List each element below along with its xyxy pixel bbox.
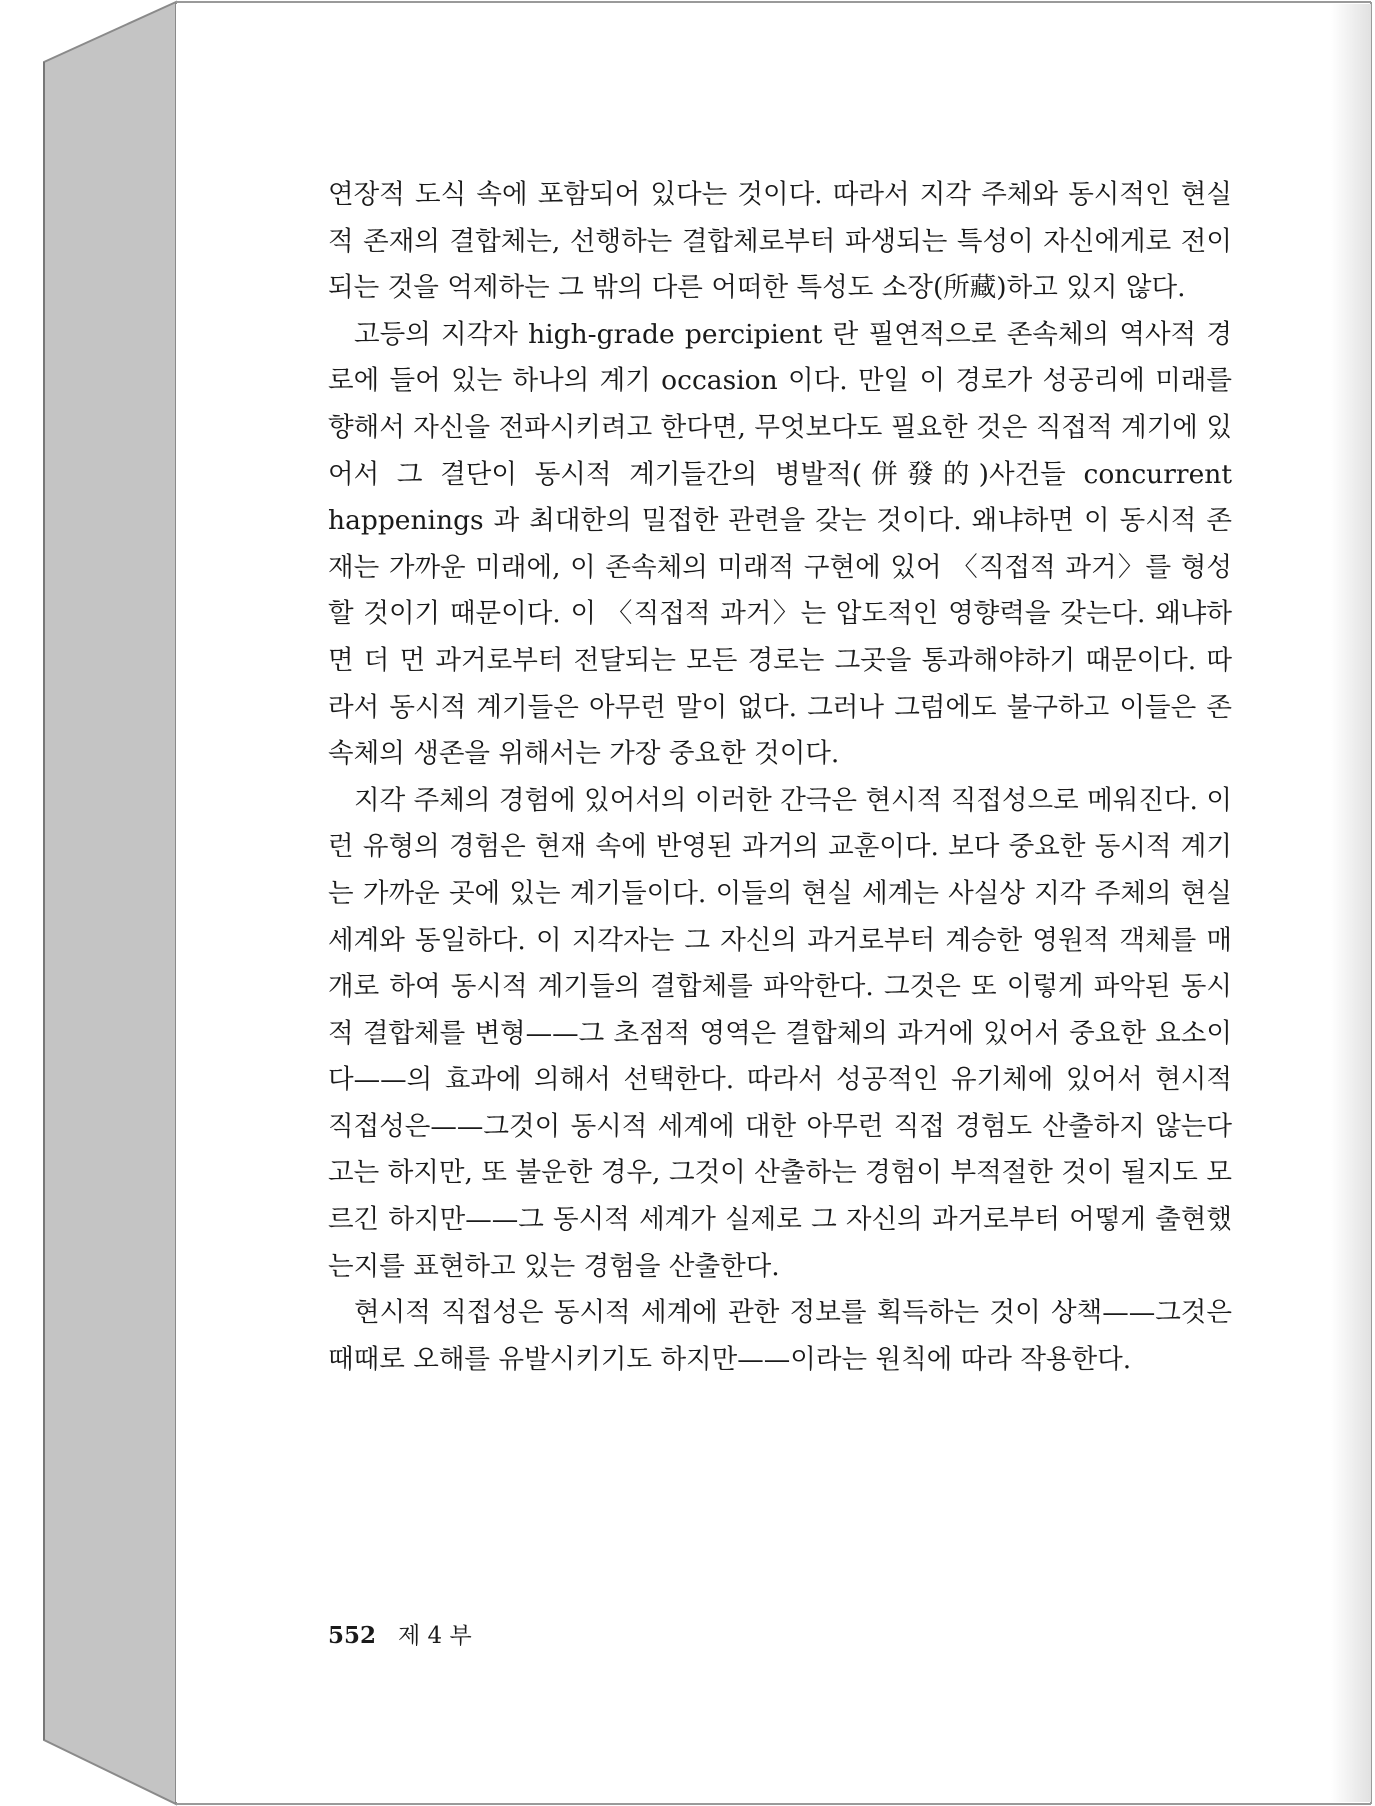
paragraph-3: 지각 주체의 경험에 있어서의 이러한 간극은 현시적 직접성으로 메워진다. 이런 유형의 경험은 현재 속에 반영된 과거의 교훈이다. 보다 중요한 동시적 계기는 가까운 곳에 있는 계기들이다. 이들의 현실 세계는 사실상 지각 주체의 현실 세계와 동일하다. 이 지각자는 그 자신의 과거로부터 계승한 영원적 객체를 매개로 하여 동시적 계기들의 결합체를 파악한다. 그것은 또 이렇게 파악된 동시적 결합체를 변형——그 초점적 영역은 결합체의 과거에 있어서 중요한 요소이다——의 효과에 의해서 선택한다. 따라서 성공적인 유기체에 있어서 현시적 직접성은——그것이 동시적 세계에 대한 아무런 직접 경험도 산출하지 않는다고는 하지만, 또 불운한 경우, 그것이 산출하는 경험이 부적절한 것이 될지도 모르긴 하지만——그 동시적 세계가 실제로 그 자신의 과거로부터 어떻게 출현했는지를 표현하고 있는 경험을 산출한다. <box>328 784 1232 1282</box>
paragraph-2: 고등의 지각자 high-grade percipient 란 필연적으로 존속체의 역사적 경로에 들어 있는 하나의 계기 occasion 이다. 만일 이 경로가 성공리에 미래를 향해서 자신을 전파시키려고 한다면, 무엇보다도 필요한 것은 직접적 계기에 있어서 그 결단이 동시적 계기들간의 병발적(併發的)사건들 concurrent happenings 과 최대한의 밀접한 관련을 갖는 것이다. 왜냐하면 이 동시적 존재는 가까운 미래에, 이 존속체의 미래적 구현에 있어 〈직접적 과거〉를 형성할 것이기 때문이다. 이 〈직접적 과거〉는 압도적인 영향력을 갖는다. 왜냐하면 더 먼 과거로부터 전달되는 모든 경로는 그곳을 통과해야하기 때문이다. 따라서 동시적 계기들은 아무런 말이 없다. 그러나 그럼에도 불구하고 이들은 존속체의 생존을 위해서는 가장 중요한 것이다. <box>328 318 1232 770</box>
book-page <box>176 4 1371 1802</box>
paragraph-4: 현시적 직접성은 동시적 세계에 관한 정보를 획득하는 것이 상책——그것은 때때로 오해를 유발시키기도 하지만——이라는 원칙에 따라 작용한다. <box>328 1297 1232 1375</box>
page-edge-shadow <box>1331 4 1371 1802</box>
body-text <box>328 172 1232 1383</box>
page-footer <box>328 1617 472 1650</box>
paragraph-1: 연장적 도식 속에 포함되어 있다는 것이다. 따라서 지각 주체와 동시적인 현실적 존재의 결합체는, 선행하는 결합체로부터 파생되는 특성이 자신에게로 전이되는 것을 억제하는 그 밖의 다른 어떠한 특성도 소장(所藏)하고 있지 않다. <box>328 179 1232 304</box>
section-label: 제 4 부 <box>398 1623 472 1649</box>
page-number: 552 <box>328 1622 377 1649</box>
